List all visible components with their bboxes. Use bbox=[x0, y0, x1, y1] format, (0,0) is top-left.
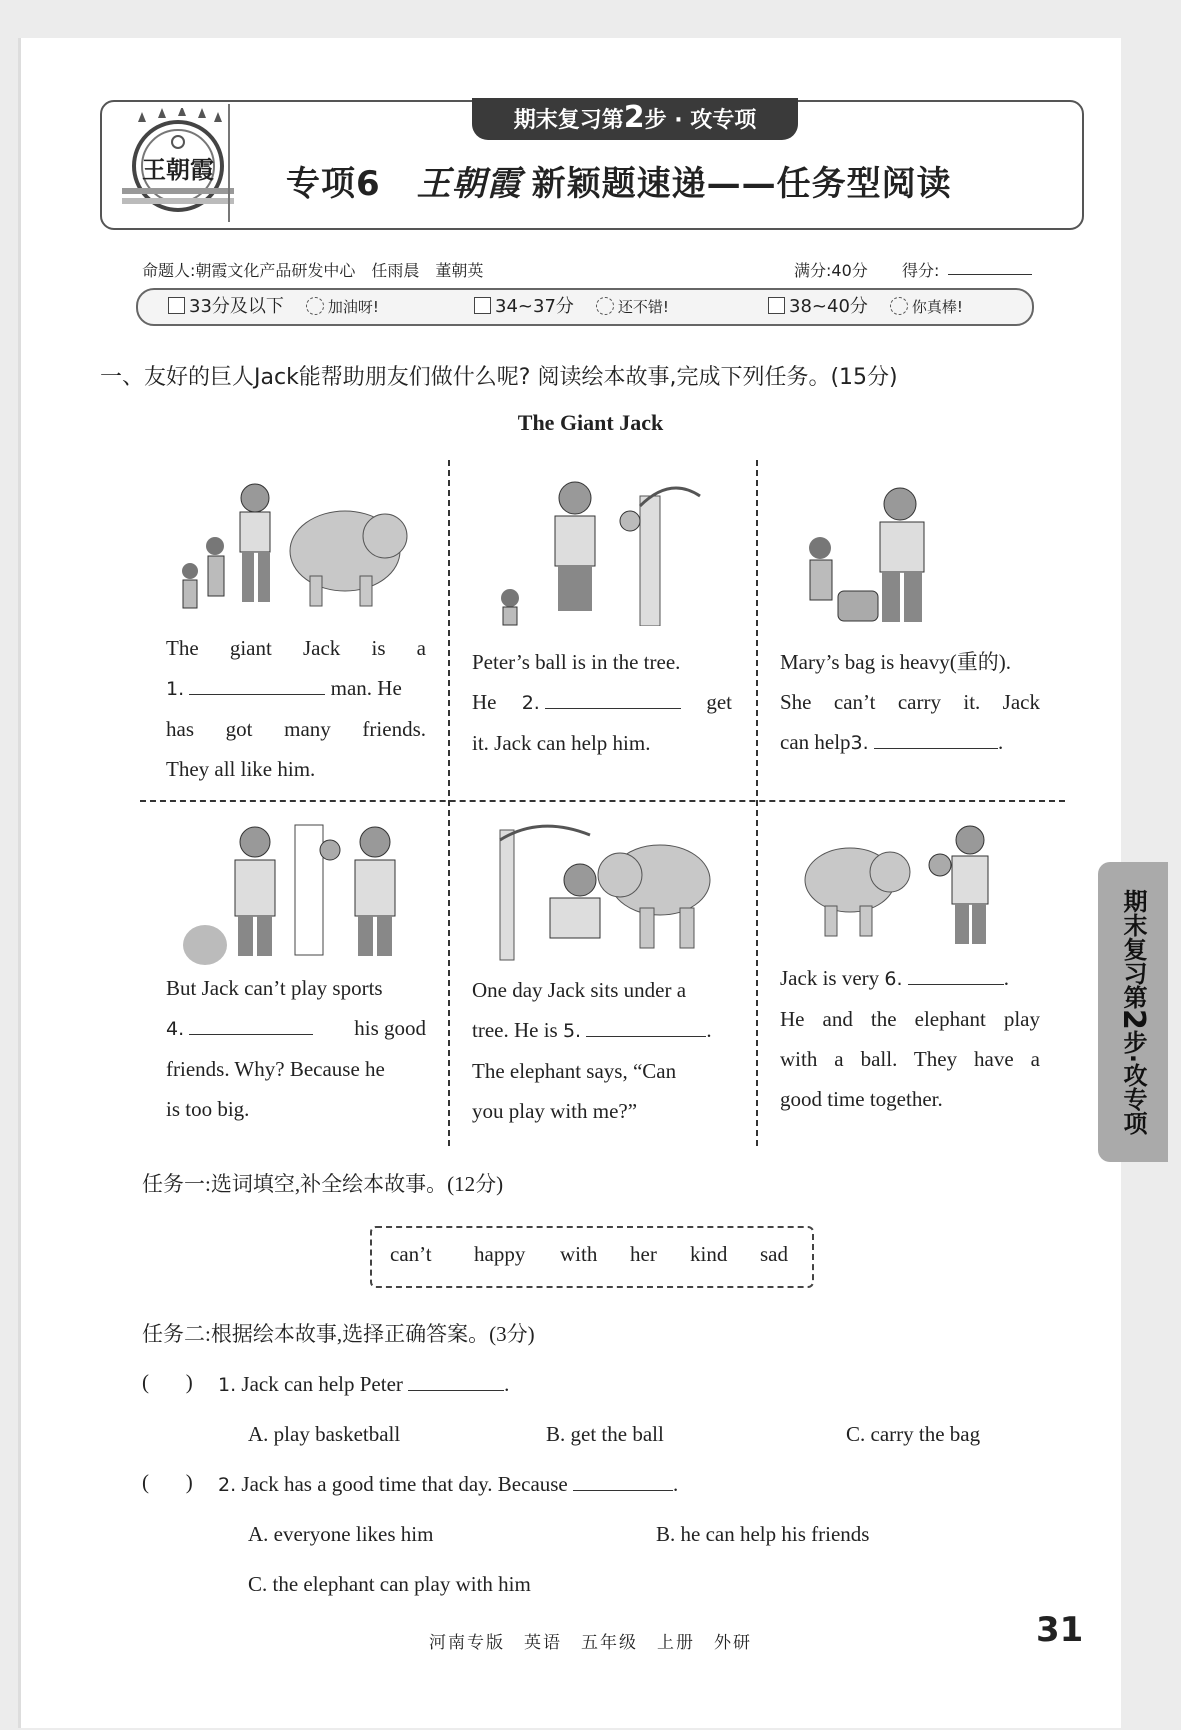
score-range: 33分及以下 bbox=[189, 296, 284, 317]
blank-number: 6. bbox=[884, 968, 903, 990]
caption-line: Mary’s bag is heavy(重的). bbox=[780, 650, 1011, 674]
illustration-carry-bag bbox=[790, 476, 1040, 626]
word-option: with bbox=[560, 1242, 598, 1266]
blank-2[interactable] bbox=[545, 688, 681, 709]
caption-line: tree. He is bbox=[472, 1018, 558, 1042]
caption-line: his good bbox=[354, 1016, 426, 1040]
word-option: her bbox=[630, 1242, 657, 1266]
side-tab bbox=[1098, 862, 1168, 1162]
smiley-icon bbox=[306, 297, 324, 315]
caption-line: He bbox=[472, 690, 497, 714]
panel-2-caption bbox=[472, 642, 732, 763]
score-option bbox=[474, 290, 669, 324]
illustration-basketball bbox=[180, 820, 430, 970]
encourage-text: 你真棒! bbox=[911, 298, 963, 316]
grid-divider-horizontal bbox=[140, 800, 1065, 802]
blank-6[interactable] bbox=[908, 964, 1004, 985]
step-banner bbox=[472, 98, 798, 140]
panel-4-caption bbox=[166, 968, 426, 1129]
grid-divider-vertical bbox=[756, 460, 758, 1146]
step-suffix: 步 · 攻专项 bbox=[644, 108, 757, 133]
footer-text: 河南专版 英语 五年级 上册 外研 bbox=[429, 1633, 752, 1652]
story-title: The Giant Jack bbox=[517, 410, 664, 435]
caption-line: Jack is very bbox=[780, 966, 880, 990]
option-b[interactable]: B. he can help his friends bbox=[656, 1522, 870, 1546]
caption-line: Peter’s ball is in the tree. bbox=[472, 650, 681, 674]
word-option: sad bbox=[760, 1242, 788, 1266]
caption-line: The giant Jack is a bbox=[166, 636, 426, 660]
question-blank[interactable] bbox=[408, 1370, 504, 1391]
option-c[interactable]: C. carry the bag bbox=[846, 1422, 981, 1446]
question-end: . bbox=[504, 1372, 510, 1396]
score-bar bbox=[136, 288, 1034, 326]
question-blank[interactable] bbox=[573, 1470, 673, 1491]
panel-3-caption bbox=[780, 642, 1040, 763]
option-a[interactable]: A. play basketball bbox=[248, 1422, 401, 1446]
panel-5-caption bbox=[472, 970, 732, 1131]
logo-text: 王朝霞 bbox=[142, 155, 214, 184]
checkbox[interactable] bbox=[474, 297, 491, 314]
caption-line: good time together. bbox=[780, 1087, 943, 1111]
illustration-jack-under-tree bbox=[480, 820, 730, 970]
question-end: . bbox=[673, 1472, 679, 1496]
encourage-text: 加油呀! bbox=[327, 298, 379, 316]
grid-divider-vertical bbox=[448, 460, 450, 1146]
blank-number: 1. bbox=[166, 678, 185, 700]
caption-line: friends. Why? Because he bbox=[166, 1057, 385, 1081]
task1-label: 任务一:选词填空,补全绘本故事。(12分) bbox=[142, 1172, 504, 1196]
caption-line: you play with me?” bbox=[472, 1099, 638, 1123]
title-prefix: 专项6 bbox=[286, 164, 381, 204]
caption-line: The elephant says, “Can bbox=[472, 1059, 677, 1083]
caption-line: get bbox=[706, 690, 732, 714]
answer-paren[interactable]: ( ) bbox=[142, 1370, 193, 1394]
caption-line: One day Jack sits under a bbox=[472, 978, 687, 1002]
score-option bbox=[768, 290, 963, 324]
question-1 bbox=[218, 1370, 509, 1397]
step-number: 2 bbox=[623, 100, 645, 135]
smiley-icon bbox=[890, 297, 908, 315]
step-prefix: 期末复习第 bbox=[513, 108, 624, 133]
side-tab-suffix: 步·攻专项 bbox=[1119, 1029, 1147, 1135]
question-number: 1. bbox=[218, 1374, 237, 1396]
option-c[interactable]: C. the elephant can play with him bbox=[248, 1572, 531, 1596]
caption-line: But Jack can’t play sports bbox=[166, 976, 383, 1000]
brand-logo-seal bbox=[118, 108, 238, 216]
caption-line: They all like him. bbox=[166, 757, 316, 781]
blank-3[interactable] bbox=[874, 728, 998, 749]
caption-line: man. He bbox=[330, 676, 402, 700]
caption-line: can help bbox=[780, 730, 851, 754]
blank-4[interactable] bbox=[189, 1014, 313, 1035]
question-2 bbox=[218, 1470, 678, 1497]
checkbox[interactable] bbox=[168, 297, 185, 314]
word-option: kind bbox=[690, 1242, 728, 1266]
side-tab-prefix: 期末复习第 bbox=[1119, 889, 1147, 1009]
caption-line: it. Jack can help him. bbox=[472, 731, 651, 755]
option-b[interactable]: B. get the ball bbox=[546, 1422, 664, 1446]
score-option bbox=[168, 290, 379, 324]
blank-number: 4. bbox=[166, 1018, 185, 1040]
caption-line: has got many friends. bbox=[166, 717, 426, 741]
title-suffix: 新颖题速递——任务型阅读 bbox=[531, 164, 952, 204]
authors: 命题人:朝霞文化产品研发中心 任雨晨 董朝英 bbox=[142, 261, 484, 280]
title-brand: 王朝霞 bbox=[416, 164, 522, 204]
caption-line: is too big. bbox=[166, 1097, 250, 1121]
blank-number: 3. bbox=[850, 732, 869, 754]
score-label: 得分: bbox=[902, 261, 940, 280]
option-a[interactable]: A. everyone likes him bbox=[248, 1522, 434, 1546]
full-score: 满分:40分 bbox=[794, 261, 868, 280]
checkbox[interactable] bbox=[768, 297, 785, 314]
blank-5[interactable] bbox=[586, 1016, 706, 1037]
panel-1-caption bbox=[166, 628, 426, 789]
question-heading: 一、友好的巨人Jack能帮助朋友们做什么呢? 阅读绘本故事,完成下列任务。(15分) bbox=[100, 365, 898, 390]
word-option: can’t bbox=[390, 1242, 432, 1266]
question-stem: Jack has a good time that day. Because bbox=[241, 1472, 568, 1496]
panel-6-caption bbox=[780, 958, 1040, 1119]
illustration-jack-friends-elephant bbox=[170, 476, 420, 626]
caption-line: She can’t carry it. Jack bbox=[780, 690, 1040, 714]
question-number: 2. bbox=[218, 1474, 237, 1496]
score-range: 34~37分 bbox=[495, 296, 574, 317]
word-bank bbox=[370, 1226, 814, 1288]
blank-1[interactable] bbox=[189, 674, 325, 695]
blank-number: 2. bbox=[521, 692, 540, 714]
illustration-ball-in-tree bbox=[480, 476, 730, 626]
caption-line: with a ball. They have a bbox=[780, 1047, 1040, 1071]
page-number: 31 bbox=[1036, 1610, 1084, 1650]
caption-line: . bbox=[706, 1018, 712, 1042]
word-option: happy bbox=[474, 1242, 526, 1266]
header-divider bbox=[228, 104, 230, 222]
smiley-icon bbox=[596, 297, 614, 315]
task2-label: 任务二:根据绘本故事,选择正确答案。(3分) bbox=[142, 1322, 535, 1346]
score-input-line[interactable] bbox=[948, 274, 1032, 275]
caption-line: . bbox=[997, 730, 1004, 754]
page-title bbox=[286, 156, 952, 205]
question-stem: Jack can help Peter bbox=[241, 1372, 403, 1396]
illustration-play-ball-elephant bbox=[790, 820, 1040, 970]
side-tab-number: 2 bbox=[1116, 1009, 1151, 1030]
caption-line: . bbox=[1003, 966, 1010, 990]
caption-line: He and the elephant play bbox=[780, 1007, 1040, 1031]
blank-number: 5. bbox=[562, 1020, 582, 1042]
answer-paren[interactable]: ( ) bbox=[142, 1470, 193, 1494]
score-range: 38~40分 bbox=[789, 296, 868, 317]
encourage-text: 还不错! bbox=[617, 298, 669, 316]
